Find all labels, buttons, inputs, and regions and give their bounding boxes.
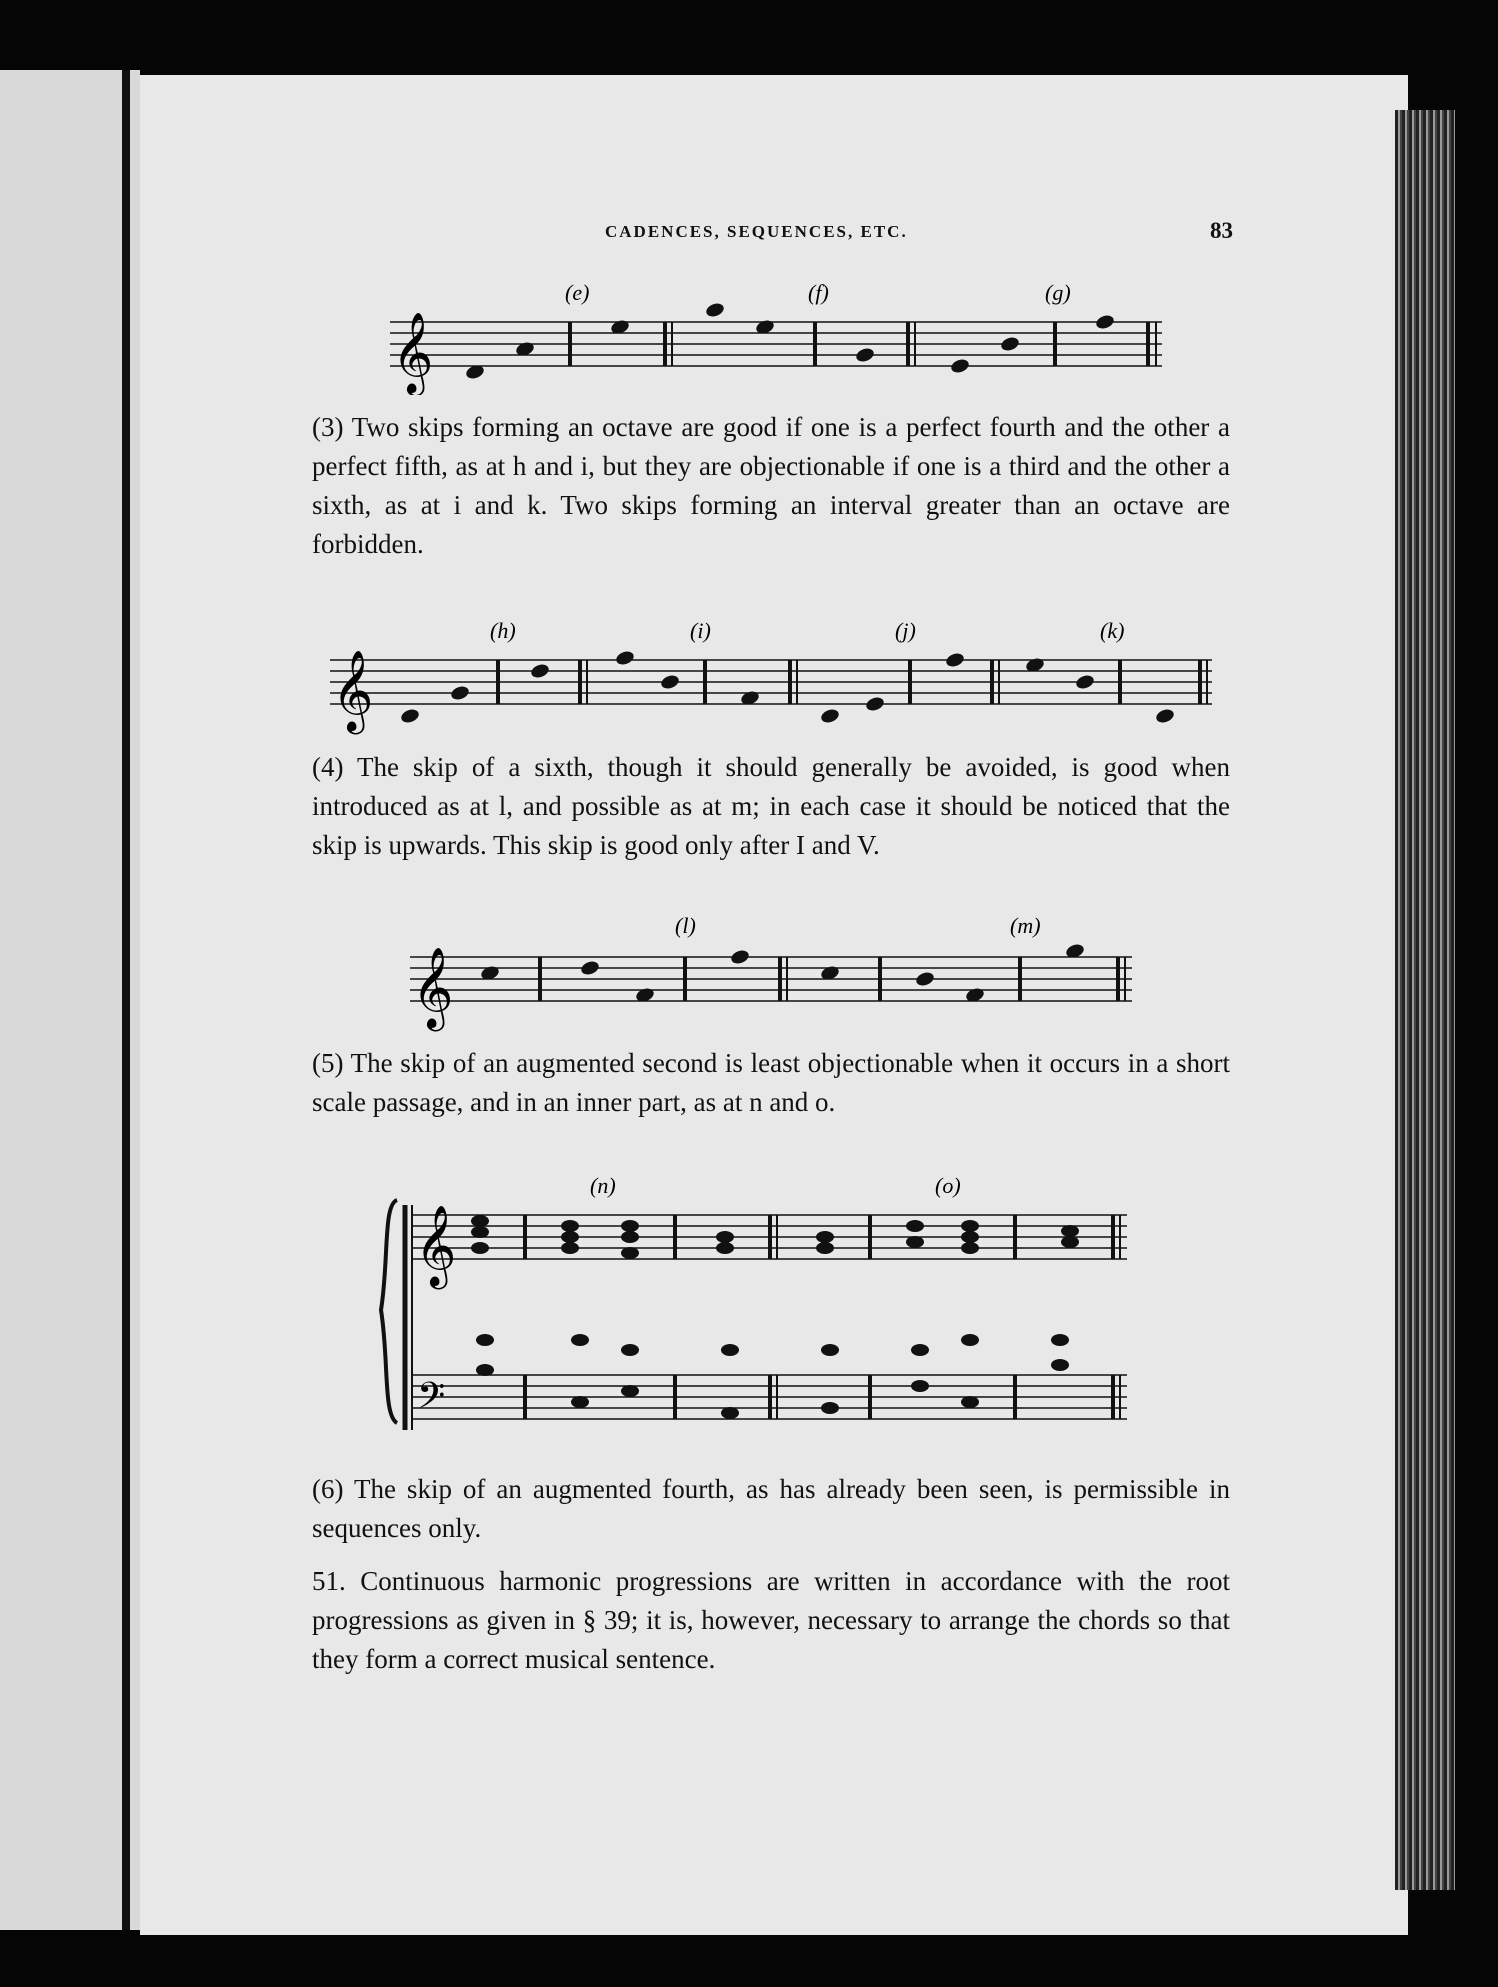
brace-icon	[381, 1200, 397, 1423]
treble-clef-icon: 𝄞	[415, 1208, 457, 1285]
paragraph-rule-4: (4) The skip of a sixth, though it should generally be avoided, is good when introduced as at l, and possible as at m; in each case it should be noticed that the skip is upwards. This skip is good only after I and V.	[312, 752, 1230, 860]
page-stack-edge	[1395, 110, 1455, 1890]
example-label-m: (m)	[1010, 915, 1041, 938]
example-label-e: (e)	[565, 280, 590, 305]
paragraph-section-51: 51. Continuous harmonic progressions are written in accordance with the root progressions as given in § 39; it is, however, necessary to arrange the chords so that they form a correct musical sentence.	[312, 1566, 1230, 1674]
example-label-l: (l)	[675, 915, 696, 938]
note-heads	[479, 942, 1085, 1003]
example-label-j: (j)	[895, 618, 916, 643]
note-heads	[464, 301, 1115, 380]
treble-clef-icon: 𝄞	[332, 653, 374, 730]
music-example-h-i-j-k	[330, 618, 1220, 736]
example-label-h: (h)	[490, 618, 516, 643]
paragraph-rule-5: (5) The skip of an augmented second is least objectionable when it occurs in a short scale passage, and in an inner part, as at n and o.	[312, 1048, 1230, 1117]
example-label-k: (k)	[1100, 618, 1125, 643]
example-label-f: (f)	[808, 280, 829, 305]
facing-page-edge	[0, 70, 140, 1930]
staff-lines	[390, 322, 1162, 366]
example-label-g: (g)	[1045, 280, 1071, 305]
bass-note-heads	[476, 1334, 1069, 1419]
music-example-n-o	[375, 1165, 1135, 1440]
music-example-l-m	[410, 915, 1140, 1035]
paragraph-rule-3: (3) Two skips forming an octave are good if one is a perfect fourth and the other a perfect fifth, as at h and i, but they are objectionable if one is a third and the other a sixth, as at i and k. Two skips forming an interval greater than an octave are forbidden.	[312, 412, 1230, 559]
staff-lines	[410, 957, 1132, 1001]
running-head: CADENCES, SEQUENCES, ETC.	[605, 222, 908, 241]
example-label-n: (n)	[590, 1173, 616, 1198]
bass-clef-icon: 𝄢	[417, 1376, 446, 1425]
treble-clef-icon: 𝄞	[392, 315, 434, 392]
music-example-e-f-g	[390, 280, 1170, 395]
page-number: 83	[1210, 218, 1233, 243]
paragraph-rule-6: (6) The skip of an augmented fourth, as has already been seen, is permissible in sequences only.	[312, 1474, 1230, 1543]
example-label-o: (o)	[935, 1173, 961, 1198]
treble-clef-icon: 𝄞	[412, 950, 454, 1027]
example-label-i: (i)	[690, 618, 711, 643]
